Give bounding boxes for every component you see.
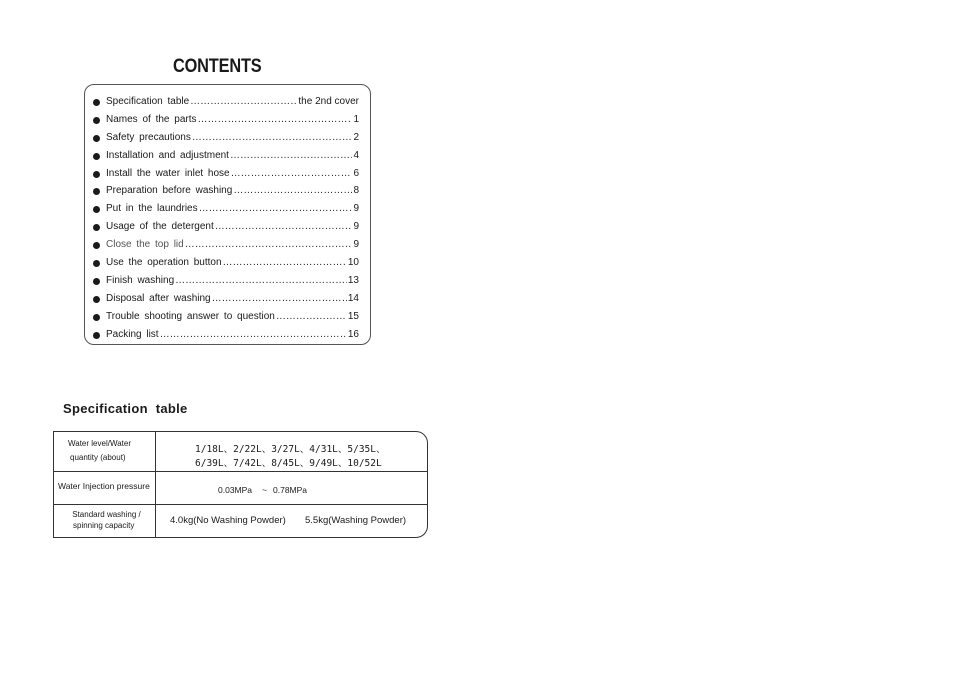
- specification-table: [53, 431, 428, 538]
- toc-item-page: 15: [347, 310, 359, 322]
- dot-leader: [212, 292, 347, 306]
- toc-item-label: Trouble shooting answer to question: [106, 310, 275, 322]
- toc-item-page: 9: [353, 221, 359, 233]
- water-level-value-line2: 6/39L、7/42L、8/45L、9/49L、10/52L: [195, 458, 382, 469]
- toc-item-page: the 2nd cover: [298, 96, 359, 107]
- pressure-value: [155, 471, 427, 504]
- dot-leader: [276, 310, 347, 324]
- toc-item-label: Use the operation button: [106, 257, 222, 269]
- toc-item: [85, 292, 370, 310]
- capacity-with-powder: 5.5kg(Washing Powder): [305, 515, 407, 526]
- toc-item-label: Safety precautions: [106, 131, 191, 143]
- water-level-value: [155, 432, 427, 471]
- toc-item-page: 14: [347, 292, 359, 304]
- bullet-icon: [93, 278, 100, 285]
- bullet-icon: [93, 260, 100, 267]
- toc-item-label: Installation and adjustment: [106, 149, 229, 161]
- toc-item-label: Specification table: [106, 96, 190, 107]
- dot-leader: [215, 220, 353, 234]
- toc-list: [85, 95, 370, 345]
- toc-item: [85, 310, 370, 328]
- dot-leader: [175, 274, 347, 288]
- toc-item-page: 4: [353, 149, 359, 161]
- toc-item-page: 16: [347, 328, 359, 340]
- dot-leader: [231, 167, 353, 181]
- table-of-contents: [84, 84, 371, 345]
- toc-item: [85, 113, 370, 131]
- pressure-min: 0.03MPa: [218, 485, 253, 495]
- dot-leader: [230, 149, 352, 163]
- toc-item-label: Finish washing: [106, 274, 175, 286]
- toc-item: [85, 256, 370, 274]
- toc-item-label: Put in the laundries: [106, 203, 198, 215]
- water-level-value-line1: 1/18L、2/22L、3/27L、4/31L、5/35L、: [195, 444, 386, 455]
- water-level-label-line1: Water level/Water: [68, 439, 131, 448]
- toc-item-label: Preparation before washing: [106, 185, 233, 197]
- bullet-icon: [93, 206, 100, 213]
- specification-title: Specification table: [63, 401, 188, 416]
- capacity-no-powder: 4.0kg(No Washing Powder): [170, 515, 286, 526]
- toc-item-page: 8: [353, 185, 359, 197]
- dot-leader: [199, 202, 353, 216]
- dot-leader: [197, 113, 352, 127]
- toc-item-label: Disposal after washing: [106, 292, 211, 304]
- water-level-label-line2: quantity (about): [70, 453, 126, 462]
- toc-item: [85, 95, 370, 113]
- spec-row-capacity: [54, 504, 427, 538]
- capacity-label-line1: Standard washing /: [72, 510, 141, 519]
- bullet-icon: [93, 99, 100, 106]
- toc-item-page: 9: [353, 203, 359, 215]
- toc-item-label: Packing list: [106, 328, 159, 340]
- toc-item: [85, 328, 370, 346]
- toc-item: [85, 184, 370, 202]
- dot-leader: [160, 328, 347, 342]
- bullet-icon: [93, 117, 100, 124]
- bullet-icon: [93, 171, 100, 178]
- toc-item: [85, 202, 370, 220]
- bullet-icon: [93, 135, 100, 142]
- spec-row-water-level: [54, 432, 427, 472]
- capacity-label-line2: spinning capacity: [73, 521, 135, 530]
- toc-item: [85, 238, 370, 256]
- toc-item-label: Usage of the detergent: [106, 221, 214, 233]
- toc-item-label: Names of the parts: [106, 113, 197, 125]
- toc-item: [85, 167, 370, 185]
- dot-leader: [192, 131, 353, 145]
- toc-item-page: 6: [353, 167, 359, 179]
- toc-item-label: Install the water inlet hose: [106, 167, 230, 179]
- bullet-icon: [93, 242, 100, 249]
- bullet-icon: [93, 314, 100, 321]
- toc-item-page: 9: [353, 239, 359, 251]
- dot-leader: [223, 256, 347, 270]
- toc-item: [85, 149, 370, 167]
- bullet-icon: [93, 332, 100, 339]
- capacity-value: [155, 504, 427, 538]
- bullet-icon: [93, 296, 100, 303]
- toc-item-label: Close the top lid: [106, 239, 184, 251]
- spec-row-pressure: [54, 471, 427, 505]
- toc-item: [85, 274, 370, 292]
- dot-leader: [185, 238, 353, 252]
- toc-item-page: 1: [353, 113, 359, 125]
- toc-item-page: 10: [347, 257, 359, 269]
- bullet-icon: [93, 153, 100, 160]
- contents-title: CONTENTS: [173, 56, 262, 77]
- pressure-max: 0.78MPa: [273, 485, 308, 495]
- dot-leader: [190, 95, 297, 109]
- bullet-icon: [93, 224, 100, 231]
- pressure-separator: ~: [262, 485, 267, 495]
- dot-leader: [233, 184, 352, 198]
- toc-item: [85, 131, 370, 149]
- toc-item-page: 13: [347, 274, 359, 286]
- toc-item-page: 2: [353, 131, 359, 143]
- bullet-icon: [93, 188, 100, 195]
- pressure-label: Water Injection pressure: [58, 481, 150, 491]
- toc-item: [85, 220, 370, 238]
- capacity-label: [54, 509, 155, 531]
